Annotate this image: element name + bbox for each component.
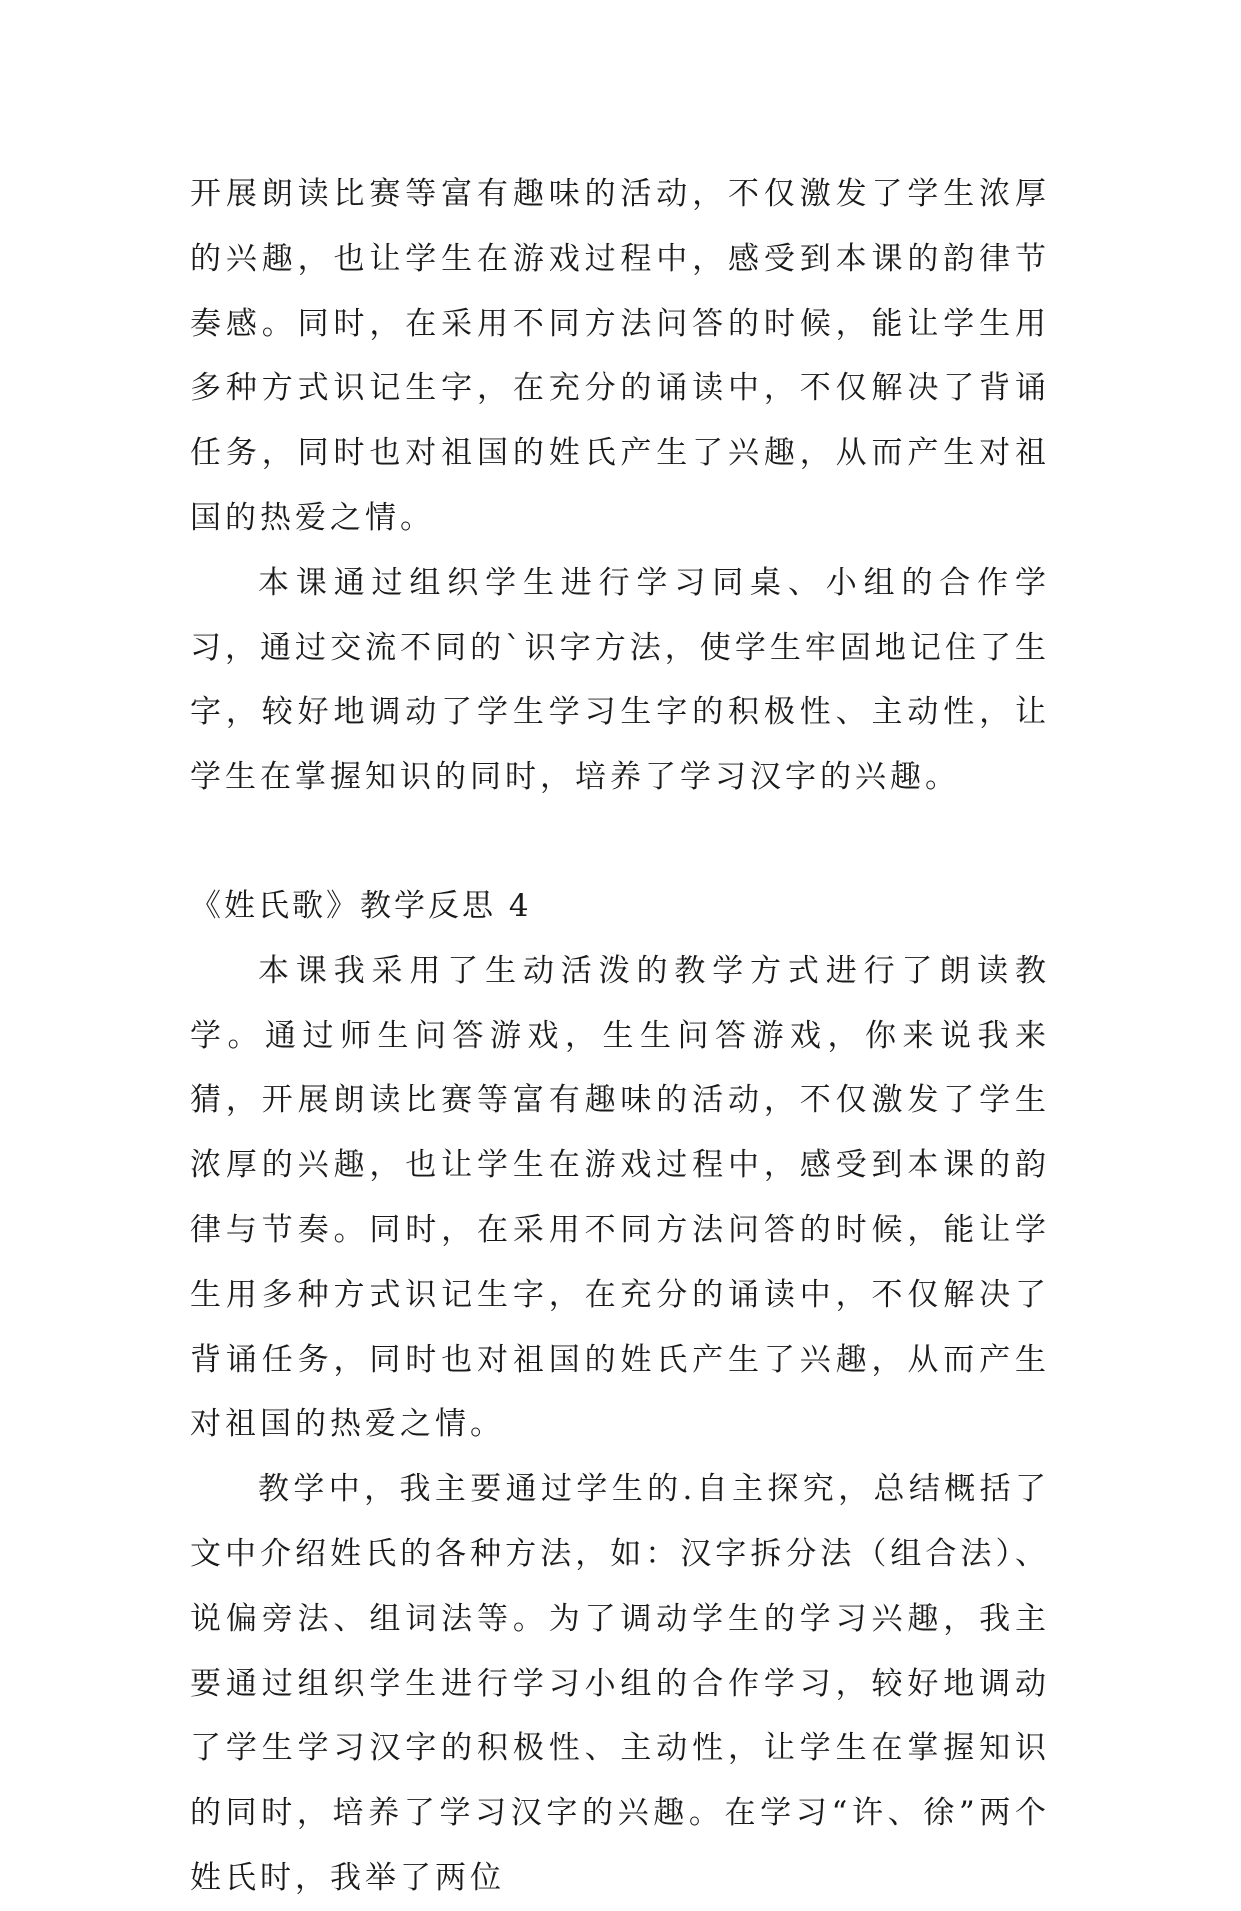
paragraph-reading-teaching: 本课我采用了生动活泼的教学方式进行了朗读教学。通过师生问答游戏，生生问答游戏，你来说我来猜，开展朗读比赛等富有趣味的活动，不仅激发了学生浓厚的兴趣，也让学生在游戏过程中，感受到本课的韵律与节奏。同时，在采用不同方法问答的时候，能让学生用多种方式识记生字，在充分的诵读中，不仅解决了背诵任务，同时也对祖国的姓氏产生了兴趣，从而产生对祖国的热爱之情。 <box>190 952 1050 1443</box>
paragraph-teaching-methods: 教学中，我主要通过学生的.自主探究，总结概括了文中介绍姓氏的各种方法，如：汉字拆分法（组合法）、说偏旁法、组词法等。为了调动学生的学习兴趣，我主要通过组织学生进行学习小组的合作学习，较好地调动了学生学习汉字的积极性、主动性，让学生在掌握知识的同时，培养了学习汉字的兴趣。在学习“许、徐”两个姓氏时，我举了两位 <box>190 1471 1050 1896</box>
document-body <box>190 162 1050 1911</box>
paragraph-cooperative-learning: 本课通过组织学生进行学习同桌、小组的合作学习，通过交流不同的`识字方法，使学生牢固地记住了生字，较好地调动了学生学习生字的积极性、主动性，让学生在掌握知识的同时，培养了学习汉字的兴趣。 <box>190 564 1050 796</box>
paragraph-continuation: 开展朗读比赛等富有趣味的活动，不仅激发了学生浓厚的兴趣，也让学生在游戏过程中，感受到本课的韵律节奏感。同时，在采用不同方法问答的时候，能让学生用多种方式识记生字，在充分的诵读中，不仅解决了背诵任务，同时也对祖国的姓氏产生了兴趣，从而产生对祖国的热爱之情。 <box>190 176 1050 536</box>
section-heading: 《姓氏歌》教学反思 4 <box>190 887 532 924</box>
